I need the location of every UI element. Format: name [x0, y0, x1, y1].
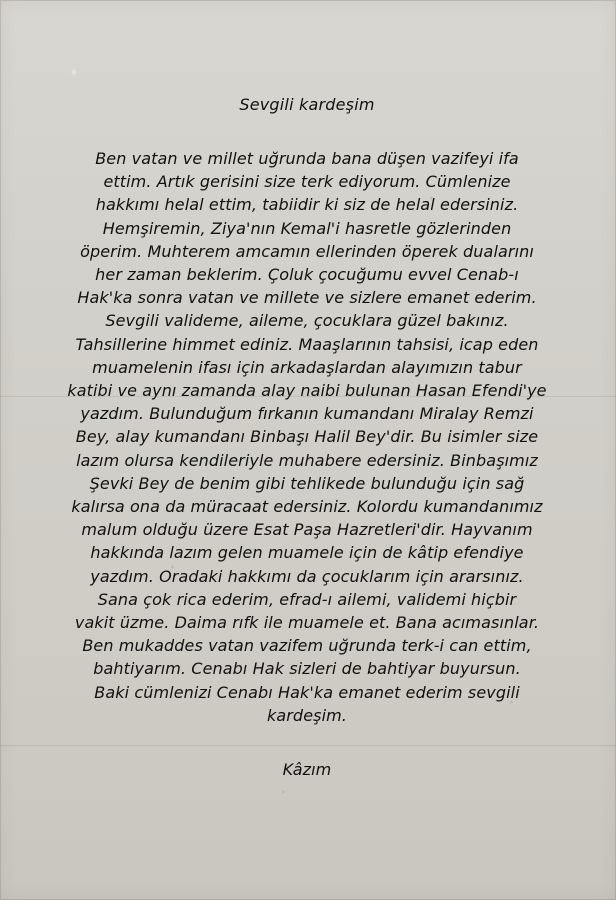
letter-line: Ben mukaddes vatan vazifem uğrunda terk-i can ettim,	[82, 636, 532, 656]
letter-line: Şevki Bey de benim gibi tehlikede bulunduğu için sağ	[89, 473, 525, 493]
letter-signature: Kâzım	[282, 760, 332, 780]
letter-line: yazdım. Bulunduğum fırkanın kumandanı Miralay Remzi	[80, 404, 534, 424]
letter-line: hakkımı helal ettim, tabiidir ki siz de helal edersiniz.	[95, 195, 519, 215]
letter-line: yazdım. Oradaki hakkımı da çocuklarım için ararsınız.	[90, 566, 524, 586]
letter-line: Hemşiremin, Ziya'nın Kemal'i hasretle gözlerinden	[102, 218, 512, 238]
letter-greeting: Sevgili kardeşim	[239, 95, 375, 114]
letter-line: hakkında lazım gelen muamele için de kâtip efendiye	[90, 543, 524, 563]
letter-line: Ben vatan ve millet uğrunda bana düşen vazifeyi ifa	[95, 149, 519, 168]
letter-line: öperim. Muhterem amcamın ellerinden öperek dualarını	[80, 241, 534, 261]
letter-line: katibi ve aynı zamanda alay naibi bulunan Hasan Efendi'ye	[67, 381, 547, 401]
letter-line: vakit üzme. Daima rıfk ile muamele et. Bana acımasınlar.	[74, 613, 540, 633]
letter-line: muamelenin ifası için arkadaşlardan alayımızın tabur	[92, 357, 522, 377]
letter-line: Bey, alay kumandanı Binbaşı Halil Bey'dir. Bu isimler size	[75, 427, 539, 447]
letter-body	[34, 147, 580, 727]
letter-line: Sevgili valideme, aileme, çocuklara güzel bakınız.	[105, 311, 509, 331]
letter-line: bahtiyarım. Cenabı Hak sizleri de bahtiyar buyursun.	[93, 659, 521, 679]
letter-line: Hak'ka sonra vatan ve millete ve sizlere emanet ederim.	[77, 288, 537, 308]
letter-content	[34, 94, 580, 781]
letter-line: lazım olursa kendileriyle muhabere edersiniz. Binbaşımız	[76, 450, 538, 470]
letter-line: her zaman beklerim. Çoluk çocuğumu evvel Cenab-ı	[95, 265, 519, 285]
letter-line: kalırsa ona da müracaat edersiniz. Kolordu kumandanımız	[71, 497, 543, 517]
letter-line: Tahsillerine himmet ediniz. Maaşlarının tahsisi, icap eden	[75, 334, 539, 354]
letter-line: Sana çok rica ederim, efrad-ı ailemi, validemi hiçbir	[97, 589, 517, 609]
letter-line: kardeşim.	[266, 705, 347, 725]
letter-line: ettim. Artık gerisini size terk ediyorum. Cümlenize	[103, 172, 511, 192]
letter-line: malum olduğu üzere Esat Paşa Hazretleri'dir. Hayvanım	[81, 520, 533, 540]
letter-line: Baki cümlenizi Cenabı Hak'ka emanet ederim sevgili	[94, 682, 520, 702]
